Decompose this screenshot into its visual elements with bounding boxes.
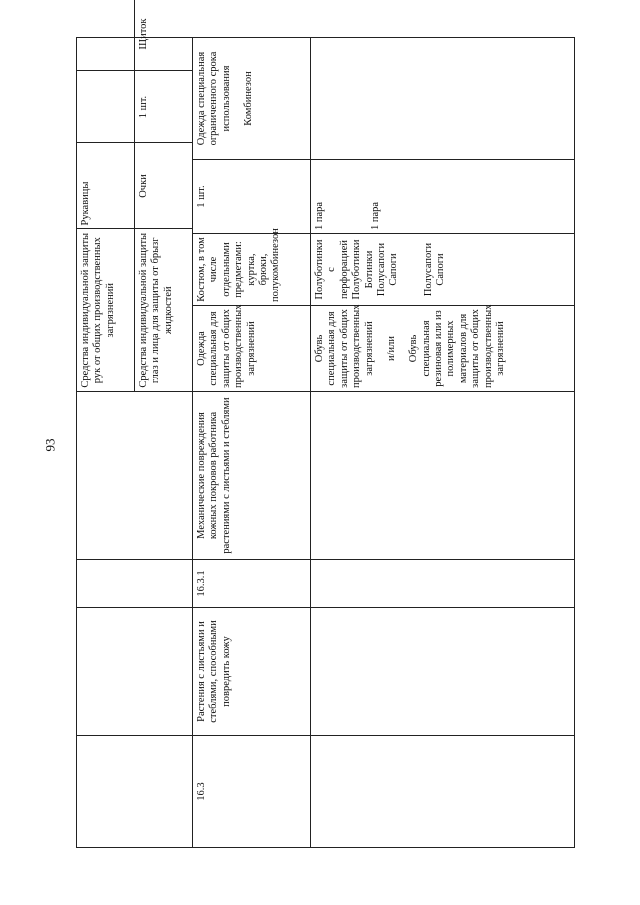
ppe-norms-table (76, 18, 575, 848)
cell-hazard-code (77, 560, 193, 608)
cell-number: 16.3 (193, 736, 311, 848)
cell-ppe-alt-name (311, 38, 575, 160)
cell-ppe-type: Средства индивидуальной защиты глаз и лица для защиты от брызг жидкостей (135, 229, 193, 391)
page-number: 93 (42, 438, 57, 452)
cell-ppe-quantity: 1 пара 1 пара (311, 160, 575, 234)
cell-hazard-code (311, 560, 575, 608)
cell-hazard-description (77, 392, 193, 560)
cell-ppe-name: Очки (135, 143, 193, 229)
table-row (193, 38, 311, 848)
cell-number (77, 736, 193, 848)
cell-ppe-quantity: 1 шт. (193, 160, 311, 234)
cell-ppe-quantity: 1 шт. (135, 71, 193, 143)
cell-ppe-name: Полуботинки с перфорацией Полуботинки Ботинки Полусапоги Сапоги Полусапоги Сапоги (311, 234, 575, 306)
cell-ppe-type: Одежда специальная для защиты от общих производственных загрязнений (193, 306, 311, 392)
cell-ppe-name: Костюм, в том числе отдельными предметами: куртка, брюки, полукомбинезон (193, 234, 311, 306)
cell-ppe-alt-name (77, 0, 135, 71)
cell-ppe-type: Средства индивидуальной защиты рук от общих производственных загрязнений (77, 229, 135, 391)
cell-ppe-group-nested (77, 18, 193, 392)
cell-number (311, 736, 575, 848)
cell-hazard-description: Механические повреждения кожных покровов работника растениями с листьями и стеблями (193, 392, 311, 560)
rotated-content (76, 18, 574, 848)
table-row (77, 0, 135, 391)
nested-ppe-table (77, 0, 192, 391)
cell-ppe-type: Обувь специальная для защиты от общих производственных загрязнений и/или Обувь специальная резиновая или из полимерных материалов для защиты от общих производственных загрязнений (311, 306, 575, 392)
table-row (77, 38, 193, 848)
rotated-table-frame (76, 18, 574, 848)
cell-ppe-quantity (77, 71, 135, 143)
cell-ppe-alt-name: Одежда специальная ограниченного срока использования Комбинезон (193, 38, 311, 160)
cell-hazard-code: 16.3.1 (193, 560, 311, 608)
cell-ppe-name: Рукавицы (77, 143, 135, 229)
cell-ppe-alt-name: Щиток (135, 0, 193, 71)
table-row (311, 38, 575, 848)
table-row (135, 0, 193, 391)
cell-hazard-source (311, 608, 575, 736)
cell-hazard-source: Растения с листьями и стеблями, способными повредить кожу (193, 608, 311, 736)
cell-hazard-source (77, 608, 193, 736)
cell-hazard-description (311, 392, 575, 560)
